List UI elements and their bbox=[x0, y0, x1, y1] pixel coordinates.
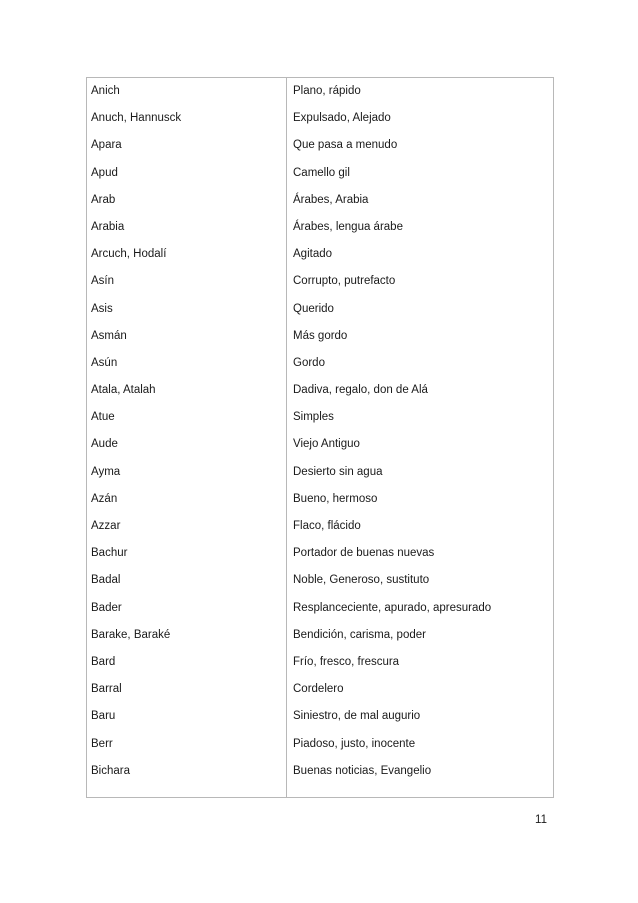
meaning-cell: Más gordo bbox=[293, 329, 348, 342]
table-row bbox=[87, 404, 553, 431]
meaning-cell: Que pasa a menudo bbox=[293, 139, 398, 152]
table-row bbox=[87, 540, 553, 567]
meaning-cell: Noble, Generoso, sustituto bbox=[293, 574, 430, 587]
meaning-cell: Dadiva, regalo, don de Alá bbox=[293, 384, 428, 397]
table-row bbox=[87, 350, 553, 377]
table-row bbox=[87, 731, 553, 758]
term-cell: Apud bbox=[91, 166, 118, 179]
meaning-cell: Gordo bbox=[293, 356, 325, 369]
meaning-cell: Buenas noticias, Evangelio bbox=[293, 764, 432, 777]
term-cell: Bichara bbox=[91, 764, 130, 777]
term-cell: Arab bbox=[91, 193, 116, 206]
term-cell: Bard bbox=[91, 655, 116, 668]
table-row bbox=[87, 567, 553, 594]
table-row bbox=[87, 105, 553, 132]
meaning-cell: Agitado bbox=[293, 248, 333, 261]
term-cell: Barake, Baraké bbox=[91, 628, 171, 641]
table-row bbox=[87, 649, 553, 676]
meaning-cell: Corrupto, putrefacto bbox=[293, 275, 396, 288]
term-cell: Anich bbox=[91, 85, 120, 97]
table-row bbox=[87, 323, 553, 350]
meaning-cell: Cordelero bbox=[293, 683, 344, 696]
meaning-cell: Frío, fresco, frescura bbox=[293, 655, 400, 668]
table-row bbox=[87, 431, 553, 458]
term-cell: Barral bbox=[91, 683, 122, 696]
meaning-cell: Plano, rápido bbox=[293, 85, 361, 97]
meaning-cell: Resplanceciente, apurado, apresurado bbox=[293, 601, 492, 614]
term-cell: Baru bbox=[91, 710, 116, 723]
term-cell: Bader bbox=[91, 601, 122, 614]
meaning-cell: Árabes, Arabia bbox=[293, 193, 369, 206]
table-row bbox=[87, 187, 553, 214]
term-cell: Atala, Atalah bbox=[91, 384, 156, 397]
table-row bbox=[87, 703, 553, 730]
page-number: 11 bbox=[535, 814, 547, 826]
glossary-table bbox=[86, 77, 554, 798]
term-cell: Ayma bbox=[91, 465, 121, 478]
table-row bbox=[87, 676, 553, 703]
table-row bbox=[87, 622, 553, 649]
term-cell: Azzar bbox=[91, 520, 121, 532]
term-cell: Asín bbox=[91, 275, 115, 288]
table-row bbox=[87, 78, 553, 105]
term-cell: Badal bbox=[91, 574, 121, 587]
table-row bbox=[87, 268, 553, 295]
glossary-rows bbox=[87, 78, 553, 785]
table-row bbox=[87, 459, 553, 486]
term-cell: Asis bbox=[91, 302, 113, 315]
meaning-cell: Simples bbox=[293, 411, 334, 424]
term-cell: Atue bbox=[91, 411, 115, 424]
table-row bbox=[87, 296, 553, 323]
table-row bbox=[87, 595, 553, 622]
meaning-cell: Piadoso, justo, inocente bbox=[293, 737, 416, 750]
table-row bbox=[87, 241, 553, 268]
term-cell: Apara bbox=[91, 139, 122, 152]
meaning-cell: Flaco, flácido bbox=[293, 520, 361, 532]
meaning-cell: Camello gil bbox=[293, 166, 350, 179]
term-cell: Asún bbox=[91, 356, 118, 369]
table-row bbox=[87, 214, 553, 241]
meaning-cell: Siniestro, de mal augurio bbox=[293, 710, 421, 723]
meaning-cell: Viejo Antiguo bbox=[293, 438, 360, 451]
meaning-cell: Desierto sin agua bbox=[293, 465, 383, 478]
term-cell: Arabia bbox=[91, 220, 125, 233]
table-row bbox=[87, 486, 553, 513]
meaning-cell: Árabes, lengua árabe bbox=[293, 220, 403, 233]
meaning-cell: Bueno, hermoso bbox=[293, 492, 378, 505]
table-row bbox=[87, 377, 553, 404]
term-cell: Berr bbox=[91, 737, 113, 750]
meaning-cell: Expulsado, Alejado bbox=[293, 112, 391, 125]
term-cell: Arcuch, Hodalí bbox=[91, 248, 167, 261]
meaning-cell: Bendición, carisma, poder bbox=[293, 628, 426, 641]
term-cell: Azán bbox=[91, 492, 118, 505]
meaning-cell: Portador de buenas nuevas bbox=[293, 547, 435, 560]
term-cell: Bachur bbox=[91, 547, 128, 560]
meaning-cell: Querido bbox=[293, 302, 334, 315]
term-cell: Aude bbox=[91, 438, 118, 451]
table-row bbox=[87, 758, 553, 785]
table-row bbox=[87, 132, 553, 159]
term-cell: Anuch, Hannusck bbox=[91, 112, 182, 125]
table-row bbox=[87, 513, 553, 540]
table-row bbox=[87, 160, 553, 187]
term-cell: Asmán bbox=[91, 329, 127, 342]
